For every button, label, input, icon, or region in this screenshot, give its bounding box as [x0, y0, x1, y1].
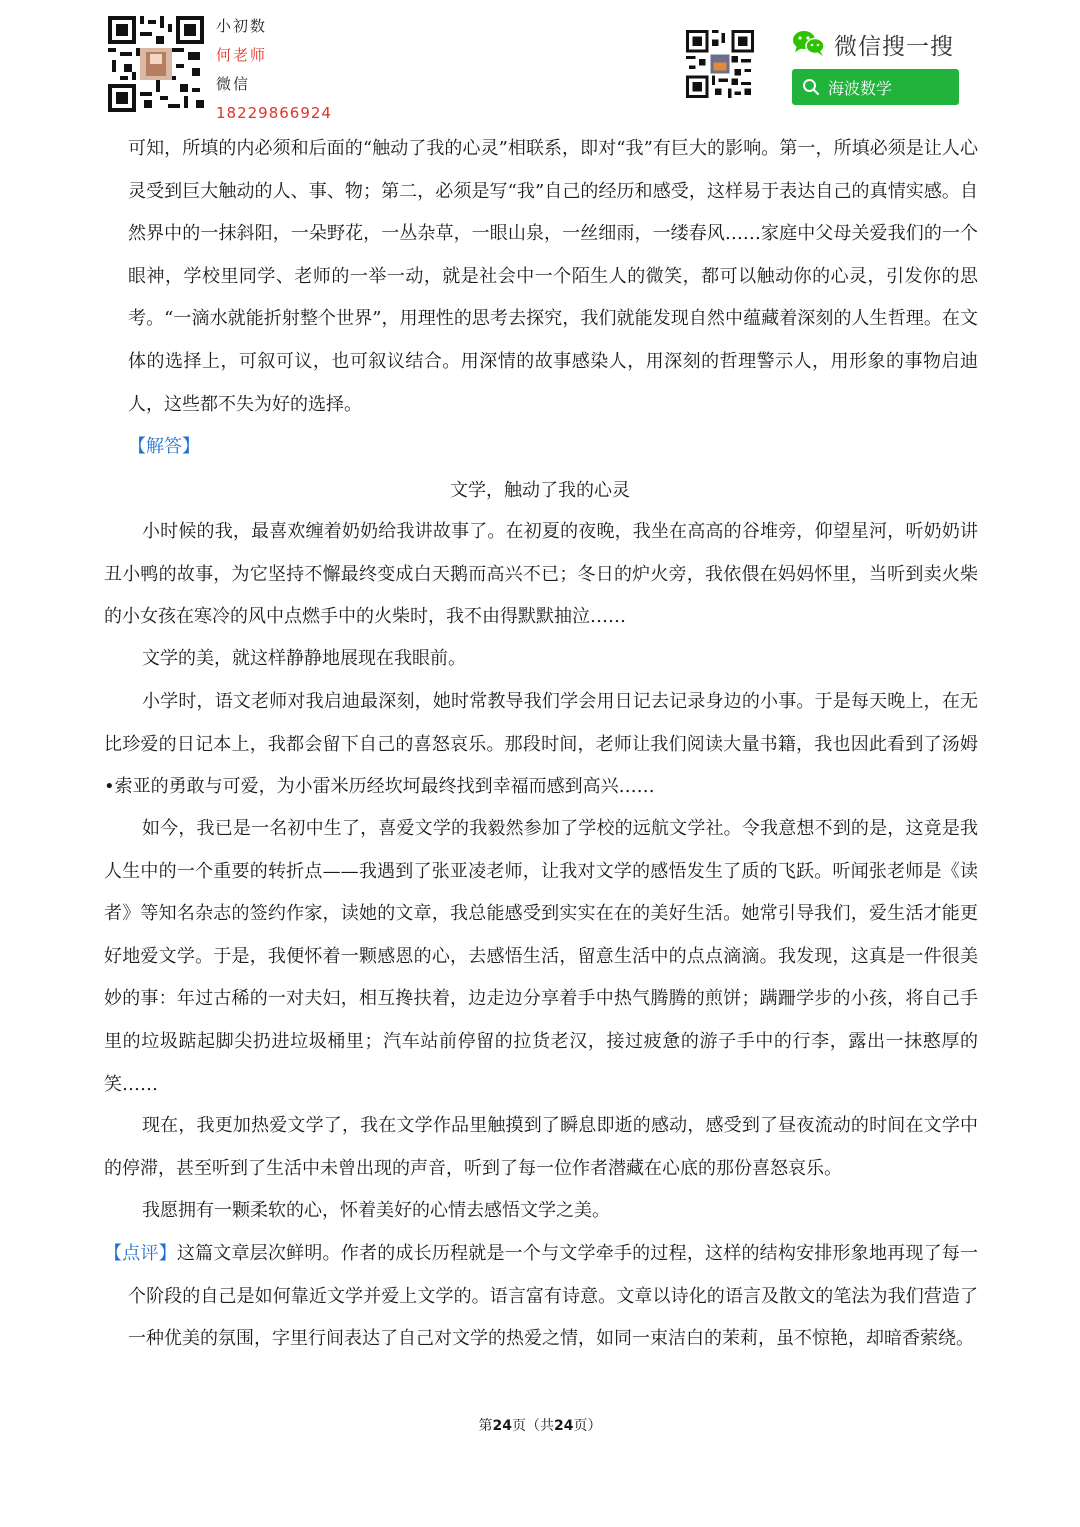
wechat-search-query: 海波数学 — [828, 78, 893, 98]
essay-paragraph-5: 现在，我更加热爱文学了，我在文学作品里触摸到了瞬息即逝的感动，感受到了昼夜流动的时间在文学中的停滞，甚至听到了生活中未曾出现的声音，听到了每一位作者潜藏在心底的那份喜怒哀乐。 — [104, 1115, 978, 1179]
contact-info — [216, 12, 332, 128]
contact-line-1: 小初数 — [216, 17, 268, 35]
analysis-paragraph: 可知，所填的内必须和后面的“触动了我的心灵”相联系，即对“我”有巨大的影响。第一，所填必须是让人心灵受到巨大触动的人、事、物；第二，必须是写“我”自己的经历和感受，这样易于表达自己的真情实感。自然界中的一抹斜阳，一朵野花，一丛杂草，一眼山泉，一丝细雨，一缕春风……家庭中父母关爱我们的一个眼神，学校里同学、老师的一举一动，就是社会中一个陌生人的微笑，都可以触动你的心灵，引发你的思考。“一滴水就能折射整个世界”，用理性的思考去探究，我们就能发现自然中蕴藏着深刻的人生哲理。在文体的选择上，可叙可议，也可叙议结合。用深情的故事感染人，用深刻的哲理警示人，用形象的事物启迪人，这些都不失为好的选择。 — [128, 138, 978, 415]
qr-code-left — [108, 16, 204, 112]
wechat-icon — [792, 29, 826, 61]
comment-block — [104, 1233, 979, 1361]
essay-paragraph-2: 文学的美，就这样静静地展现在我眼前。 — [142, 648, 466, 669]
essay-paragraph-4: 如今，我已是一名初中生了，喜爱文学的我毅然参加了学校的远航文学社。令我意想不到的是，这竟是我人生中的一个重要的转折点——我遇到了张亚凌老师，让我对文学的感悟发生了质的飞跃。听闻张老师是《读者》等知名杂志的签约作家，读她的文章，我总能感受到实实在在的美好生活。她常引导我们，爱生活才能更好地爱文学。于是，我便怀着一颗感恩的心，去感悟生活，留意生活中的点点滴滴。我发现，这真是一件很美妙的事：年过古稀的一对夫妇，相互搀扶着，边走边分享着手中热气腾腾的煎饼；蹒跚学步的小孩，将自己手里的垃圾踮起脚尖扔进垃圾桶里；汽车站前停留的拉货老汉，接过疲惫的游子手中的行李，露出一抹憨厚的笑…… — [104, 818, 978, 1095]
comment-label: 【点评】 — [104, 1243, 177, 1264]
essay-title: 文学，触动了我的心灵 — [450, 480, 630, 501]
comment-text: 这篇文章层次鲜明。作者的成长历程就是一个与文学牵手的过程，这样的结构安排形象地再现了每一个阶段的自己是如何靠近文学并爱上文学的。语言富有诗意。文章以诗化的语言及散文的笔法为我们营造了一种优美的氛围，字里行间表达了自己对文学的热爱之情，如同一束洁白的茉莉，虽不惊艳，却暗香萦绕。 — [128, 1243, 979, 1350]
footer-suffix: 页） — [573, 1418, 602, 1434]
wechat-search-title: 微信搜一搜 — [834, 34, 954, 60]
page-number: 24 — [492, 1418, 512, 1434]
contact-line-2: 何老师 — [216, 46, 268, 64]
search-icon — [802, 78, 820, 96]
essay-paragraph-3: 小学时，语文老师对我启迪最深刻，她时常教导我们学会用日记去记录身边的小事。于是每天晚上，在无比珍爱的日记本上，我都会留下自己的喜怒哀乐。那段时间，老师让我们阅读大量书籍，我也因此看到了汤姆•索亚的勇敢与可爱，为小雷米历经坎坷最终找到幸福而感到高兴…… — [104, 691, 978, 798]
essay-paragraph-1: 小时候的我，最喜欢缠着奶奶给我讲故事了。在初夏的夜晚，我坐在高高的谷堆旁，仰望星河，听奶奶讲丑小鸭的故事，为它坚持不懈最终变成白天鹅而高兴不已；冬日的炉火旁，我依偎在妈妈怀里，当听到卖火柴的小女孩在寒冷的风中点燃手中的火柴时，我不由得默默抽泣…… — [104, 521, 978, 628]
wechat-search-logo — [792, 28, 954, 61]
footer-middle: 页（共 — [512, 1418, 554, 1434]
wechat-search-box[interactable] — [792, 69, 959, 105]
contact-line-3: 微信 — [216, 75, 251, 93]
footer-prefix: 第 — [478, 1418, 493, 1434]
page-total: 24 — [554, 1418, 574, 1434]
essay-paragraph-6: 我愿拥有一颗柔软的心，怀着美好的心情去感悟文学之美。 — [142, 1200, 610, 1221]
answer-label: 【解答】 — [128, 436, 200, 457]
page-footer — [0, 1415, 1080, 1435]
qr-code-right — [686, 30, 754, 98]
contact-phone: 18229866924 — [216, 104, 332, 122]
